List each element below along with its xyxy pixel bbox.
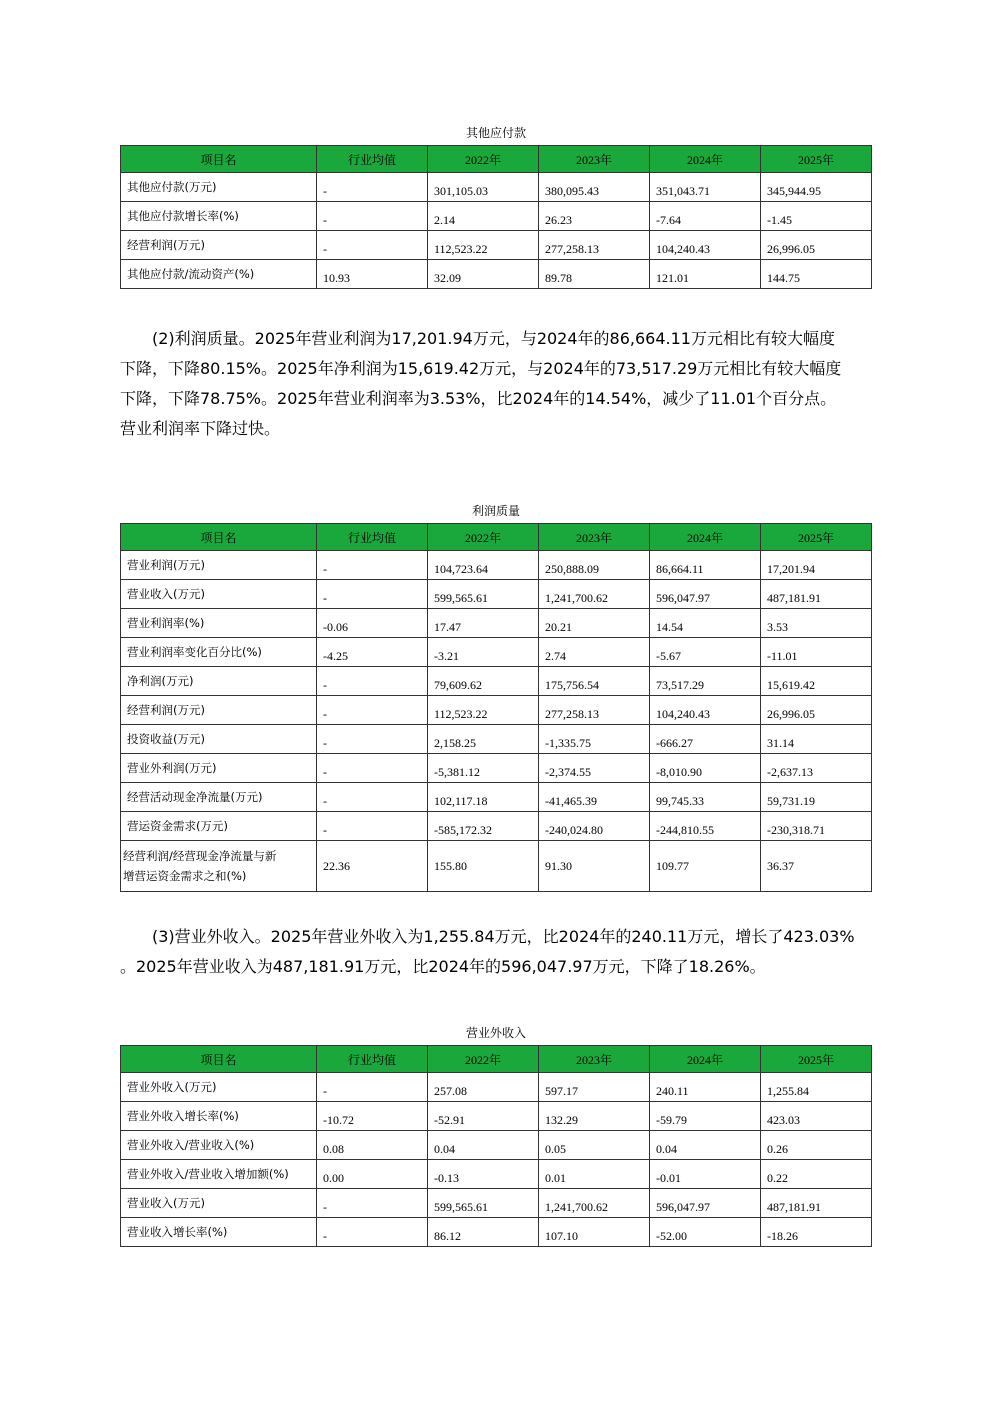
row-label: 营业收入增长率(%) — [121, 1218, 317, 1247]
cell-value: -2,637.13 — [761, 754, 872, 783]
paragraph-line: 下降，下降80.15%。2025年净利润为15,619.42万元，与2024年的73,517.29万元相比有较大幅度 — [120, 359, 842, 378]
cell-value: -2,374.55 — [539, 754, 650, 783]
cell-value: -5.67 — [650, 638, 761, 667]
row-label: 营业收入(万元) — [121, 1189, 317, 1218]
paragraph-line: (3)营业外收入。2025年营业外收入为1,255.84万元，比2024年的240.11万元，增长了423.03% — [152, 927, 855, 946]
table-row — [121, 1102, 872, 1131]
row-label: 其他应付款(万元) — [121, 173, 317, 202]
table-row — [121, 173, 872, 202]
cell-value: 73,517.29 — [650, 667, 761, 696]
table-row — [121, 667, 872, 696]
cell-value: 112,523.22 — [428, 696, 539, 725]
cell-value: 32.09 — [428, 260, 539, 289]
table-row — [121, 638, 872, 667]
cell-value: 301,105.03 — [428, 173, 539, 202]
column-header: 2023年 — [539, 524, 650, 551]
row-label: 其他应付款/流动资产(%) — [121, 260, 317, 289]
cell-value: 423.03 — [761, 1102, 872, 1131]
cell-value: -18.26 — [761, 1218, 872, 1247]
cell-value: 26,996.05 — [761, 231, 872, 260]
cell-value: 89.78 — [539, 260, 650, 289]
cell-value: -10.72 — [317, 1102, 428, 1131]
cell-value: 0.26 — [761, 1131, 872, 1160]
cell-value: 86,664.11 — [650, 551, 761, 580]
cell-value: -585,172.32 — [428, 812, 539, 841]
cell-value: 59,731.19 — [761, 783, 872, 812]
cell-value: 104,723.64 — [428, 551, 539, 580]
cell-value: -0.06 — [317, 609, 428, 638]
table-row — [121, 1131, 872, 1160]
cell-value: - — [317, 551, 428, 580]
row-label: 营业外收入/营业收入(%) — [121, 1131, 317, 1160]
cell-value: - — [317, 754, 428, 783]
cell-value: -11.01 — [761, 638, 872, 667]
cell-value: 102,117.18 — [428, 783, 539, 812]
table-row — [121, 725, 872, 754]
table3-caption: 营业外收入 — [465, 1026, 526, 1040]
cell-value: 107.10 — [539, 1218, 650, 1247]
cell-value: - — [317, 812, 428, 841]
cell-value: 257.08 — [428, 1073, 539, 1102]
column-header: 行业均值 — [317, 1046, 428, 1073]
cell-value: 240.11 — [650, 1073, 761, 1102]
table1-caption: 其他应付款 — [465, 126, 526, 140]
column-header: 2025年 — [761, 146, 872, 173]
cell-value: 112,523.22 — [428, 231, 539, 260]
cell-value: 596,047.97 — [650, 1189, 761, 1218]
row-label: 营业外利润(万元) — [121, 754, 317, 783]
row-label: 营业外收入/营业收入增加额(%) — [121, 1160, 317, 1189]
cell-value: 487,181.91 — [761, 580, 872, 609]
column-header: 2025年 — [761, 524, 872, 551]
cell-value: - — [317, 202, 428, 231]
cell-value: - — [317, 725, 428, 754]
cell-value: 1,255.84 — [761, 1073, 872, 1102]
column-header: 2024年 — [650, 524, 761, 551]
cell-value: 121.01 — [650, 260, 761, 289]
cell-value: - — [317, 173, 428, 202]
cell-value: 26,996.05 — [761, 696, 872, 725]
cell-value: -3.21 — [428, 638, 539, 667]
cell-value: 17,201.94 — [761, 551, 872, 580]
row-label — [121, 841, 317, 892]
cell-value: -7.64 — [650, 202, 761, 231]
cell-value: -52.00 — [650, 1218, 761, 1247]
cell-value: 2.14 — [428, 202, 539, 231]
cell-value: -41,465.39 — [539, 783, 650, 812]
cell-value: 599,565.61 — [428, 1189, 539, 1218]
cell-value: 109.77 — [650, 841, 761, 892]
table-row — [121, 1189, 872, 1218]
row-label-line: 增营运资金需求之和(%) — [123, 869, 247, 883]
column-header: 行业均值 — [317, 524, 428, 551]
row-label: 投资收益(万元) — [121, 725, 317, 754]
paragraph-profit-quality — [120, 324, 880, 444]
table-row — [121, 231, 872, 260]
cell-value: 144.75 — [761, 260, 872, 289]
table-row — [121, 260, 872, 289]
cell-value: -244,810.55 — [650, 812, 761, 841]
cell-value: 31.14 — [761, 725, 872, 754]
table1 — [120, 145, 872, 289]
cell-value: 351,043.71 — [650, 173, 761, 202]
column-header: 项目名 — [121, 1046, 317, 1073]
cell-value: 277,258.13 — [539, 231, 650, 260]
cell-value: 86.12 — [428, 1218, 539, 1247]
table-row — [121, 696, 872, 725]
table-row — [121, 783, 872, 812]
column-header: 2025年 — [761, 1046, 872, 1073]
cell-value: 277,258.13 — [539, 696, 650, 725]
column-header: 2024年 — [650, 146, 761, 173]
cell-value: - — [317, 667, 428, 696]
table-row — [121, 1218, 872, 1247]
cell-value: 104,240.43 — [650, 231, 761, 260]
table-header-row — [121, 524, 872, 551]
table-row — [121, 202, 872, 231]
cell-value: 99,745.33 — [650, 783, 761, 812]
paragraph-line: 营业利润率下降过快。 — [120, 419, 281, 438]
table-row — [121, 754, 872, 783]
cell-value: -59.79 — [650, 1102, 761, 1131]
column-header: 2024年 — [650, 1046, 761, 1073]
row-label: 营业收入(万元) — [121, 580, 317, 609]
table-row — [121, 551, 872, 580]
table2-caption: 利润质量 — [471, 504, 520, 518]
cell-value: 596,047.97 — [650, 580, 761, 609]
cell-value: 36.37 — [761, 841, 872, 892]
cell-value: 597.17 — [539, 1073, 650, 1102]
table3 — [120, 1045, 872, 1247]
row-label: 营运资金需求(万元) — [121, 812, 317, 841]
cell-value: -5,381.12 — [428, 754, 539, 783]
cell-value: 0.01 — [539, 1160, 650, 1189]
table-header-row — [121, 1046, 872, 1073]
cell-value: - — [317, 580, 428, 609]
paragraph-non-operating-income — [120, 922, 880, 982]
cell-value: 132.29 — [539, 1102, 650, 1131]
cell-value: 26.23 — [539, 202, 650, 231]
table-row — [121, 1160, 872, 1189]
cell-value: 17.47 — [428, 609, 539, 638]
cell-value: -230,318.71 — [761, 812, 872, 841]
cell-value: 345,944.95 — [761, 173, 872, 202]
row-label: 营业利润(万元) — [121, 551, 317, 580]
column-header: 2022年 — [428, 146, 539, 173]
cell-value: - — [317, 1073, 428, 1102]
row-label: 营业外收入(万元) — [121, 1073, 317, 1102]
cell-value: -0.01 — [650, 1160, 761, 1189]
cell-value: 1,241,700.62 — [539, 580, 650, 609]
row-label: 净利润(万元) — [121, 667, 317, 696]
cell-value: 15,619.42 — [761, 667, 872, 696]
table2 — [120, 523, 872, 892]
column-header: 2022年 — [428, 524, 539, 551]
cell-value: 0.04 — [650, 1131, 761, 1160]
cell-value: 91.30 — [539, 841, 650, 892]
cell-value: - — [317, 231, 428, 260]
row-label: 营业外收入增长率(%) — [121, 1102, 317, 1131]
cell-value: 3.53 — [761, 609, 872, 638]
column-header: 项目名 — [121, 524, 317, 551]
column-header: 2022年 — [428, 1046, 539, 1073]
table-row — [121, 580, 872, 609]
row-label: 营业利润率(%) — [121, 609, 317, 638]
row-label: 经营活动现金净流量(万元) — [121, 783, 317, 812]
row-label: 经营利润(万元) — [121, 231, 317, 260]
cell-value: 487,181.91 — [761, 1189, 872, 1218]
column-header: 项目名 — [121, 146, 317, 173]
cell-value: 14.54 — [650, 609, 761, 638]
cell-value: - — [317, 783, 428, 812]
cell-value: 10.93 — [317, 260, 428, 289]
cell-value: 22.36 — [317, 841, 428, 892]
paragraph-line: 下降，下降78.75%。2025年营业利润率为3.53%，比2024年的14.54%，减少了11.01个百分点。 — [120, 389, 837, 408]
cell-value: -240,024.80 — [539, 812, 650, 841]
cell-value: 104,240.43 — [650, 696, 761, 725]
cell-value: 599,565.61 — [428, 580, 539, 609]
cell-value: 20.21 — [539, 609, 650, 638]
row-label-line: 经营利润/经营现金净流量与新 — [123, 849, 277, 863]
paragraph-line: (2)利润质量。2025年营业利润为17,201.94万元，与2024年的86,664.11万元相比有较大幅度 — [152, 329, 835, 348]
table-row — [121, 841, 872, 892]
cell-value: - — [317, 1189, 428, 1218]
row-label: 经营利润(万元) — [121, 696, 317, 725]
cell-value: - — [317, 1218, 428, 1247]
cell-value: 250,888.09 — [539, 551, 650, 580]
row-label: 营业利润率变化百分比(%) — [121, 638, 317, 667]
cell-value: 0.05 — [539, 1131, 650, 1160]
cell-value: -1.45 — [761, 202, 872, 231]
cell-value: 0.08 — [317, 1131, 428, 1160]
cell-value: 79,609.62 — [428, 667, 539, 696]
cell-value: 2,158.25 — [428, 725, 539, 754]
paragraph-line: 。2025年营业收入为487,181.91万元，比2024年的596,047.97万元，下降了18.26%。 — [120, 957, 766, 976]
table-row — [121, 812, 872, 841]
cell-value: 2.74 — [539, 638, 650, 667]
table-row — [121, 609, 872, 638]
cell-value: -52.91 — [428, 1102, 539, 1131]
cell-value: -0.13 — [428, 1160, 539, 1189]
cell-value: 155.80 — [428, 841, 539, 892]
cell-value: 1,241,700.62 — [539, 1189, 650, 1218]
column-header: 2023年 — [539, 146, 650, 173]
table-row — [121, 1073, 872, 1102]
cell-value: - — [317, 696, 428, 725]
column-header: 2023年 — [539, 1046, 650, 1073]
cell-value: 380,095.43 — [539, 173, 650, 202]
cell-value: -1,335.75 — [539, 725, 650, 754]
cell-value: 0.04 — [428, 1131, 539, 1160]
cell-value: -4.25 — [317, 638, 428, 667]
cell-value: 0.00 — [317, 1160, 428, 1189]
cell-value: 0.22 — [761, 1160, 872, 1189]
table-header-row — [121, 146, 872, 173]
cell-value: 175,756.54 — [539, 667, 650, 696]
cell-value: -666.27 — [650, 725, 761, 754]
column-header: 行业均值 — [317, 146, 428, 173]
row-label: 其他应付款增长率(%) — [121, 202, 317, 231]
cell-value: -8,010.90 — [650, 754, 761, 783]
